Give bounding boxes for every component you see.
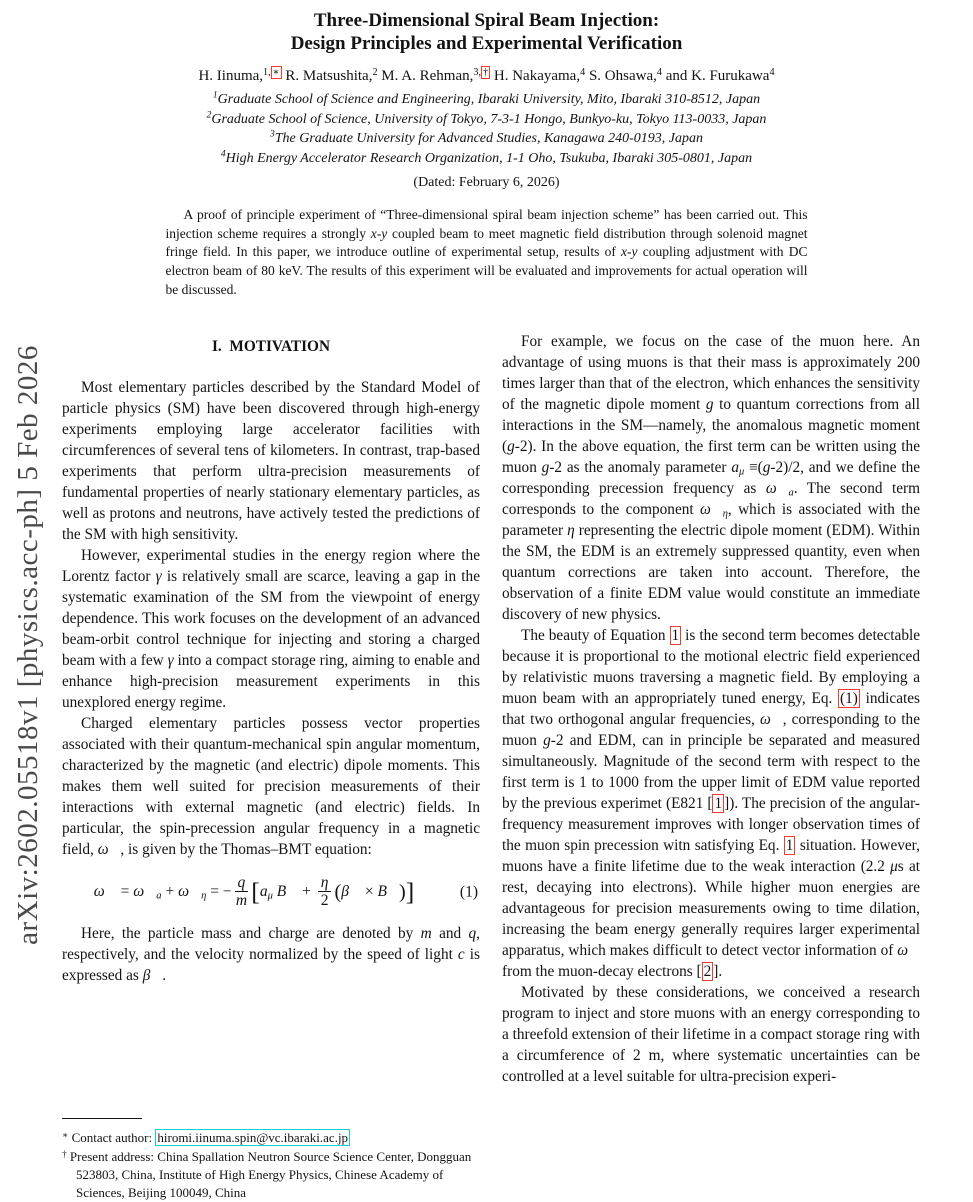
paper-header <box>0 0 973 300</box>
affiliation-2-number: 2 <box>206 109 212 120</box>
text-span: ω⃗ <box>700 500 723 518</box>
paragraph-lorentz-gap: However, experimental studies in the energy region where the Lorentz factor γ is relatively small are scarce, leaving a gap in the systematic examination of the SM from the viewpoint of energy dependence. This work focuses on the development of an advanced beam-orbit control technique for injecting and storing a charged beam with a few γ into a compact storage ring, aiming to enable and enhance high-precision measurement experiments in this unexplored energy regime. <box>62 546 481 711</box>
text-span: a <box>788 486 794 498</box>
paper-title-line2: Design Principles and Experimental Verification <box>290 33 683 54</box>
affiliation-2 <box>0 110 973 130</box>
paragraph-equation-beauty: The beauty of Equation 1 is the second term becomes detectable because it is proportional to the motional electric field experienced by relativistic muons traversing a magnetic field. By employing a muon beam with an appropriately tuned energy, Eq. (1) indicates that two orthogonal angular frequencies, ω⃗, corresponding to the muon g-2 and EDM, can in principle be separated and measured simultaneously. Magnitude of the second term with respect to the first term is 1 to 1000 from the upper limit of EDM value reported by the previous experimet (E821 [ 1 ]). The precision of the angular-frequency measurement improves with longer observation times of the muon spin precession witn satisfying Eq. 1 situation. However, muons have a finite lifetime due to the weak interaction (2.2 μs at rest, decaying into electrons). While higher muon energies are advantageous for precision measurements owing to time dilation, increasing the beam energy generally requires larger experimental apparatus, which makes difficult to detect vector information of ω⃗ from the muon-decay electrons [ 2 ]. <box>502 626 921 980</box>
text-span: μ <box>739 465 745 477</box>
footnotes <box>62 1118 480 1202</box>
affiliation-1 <box>0 90 973 110</box>
text-span: 4 <box>769 66 775 78</box>
fraction-denominator: m <box>235 892 248 910</box>
text-span: ω⃗ <box>93 883 117 901</box>
text-span: x <box>370 225 377 241</box>
ref-link[interactable]: 2 <box>703 962 712 980</box>
date-line: (Dated: February 6, 2026) <box>413 175 560 190</box>
text-span: a <box>156 890 162 902</box>
arxiv-stamp: arXiv:2602.05518v1 [physics.acc-ph] 5 Feb 2026 <box>12 345 44 945</box>
affiliation-3-number: 3 <box>269 129 275 140</box>
text-span: 2 <box>372 66 378 78</box>
paragraph-standard-model: Most elementary particles described by the Standard Model of particle physics (SM) have been discovered through high-energy experiments employing large accelerator facilities with circumferences of several tens of kilometers. In contrast, trap-based experiments that perform ultra-precision measurements of fundamental properties of nearly stationary elementary particles, as well as protons and neutrons, have actively tested the predictions of the SM with high sensitivity. <box>62 378 480 543</box>
text-span: g <box>762 458 771 476</box>
fraction-numerator: η <box>318 874 332 893</box>
section-heading-motivation: I. MOTIVATION <box>211 337 330 355</box>
text-span: 4 <box>580 66 586 78</box>
text-span: a <box>731 458 739 476</box>
affiliation-4-number: 4 <box>220 148 226 159</box>
fraction-eta-over-2 <box>318 874 332 911</box>
paragraph-muon-advantage: For example, we focus on the case of the muon here. An advantage of using muons is that their mass is approximately 200 times larger than that of the electron, which enhances the sensitivity of the magnetic dipole moment g to quantum corrections from all interactions in the SM—namely, the anomalous magnetic moment (g-2). In the above equation, the first term can be written using the muon g-2 as the anomaly parameter $a_\mu \equiv(g-2)/2$, and we define the corresponding precession frequency as $\omega⃗_a$. The second term corresponds to the component $\omega⃗_\eta$, which is associated with the parameter η representing the electric dipole moment (EDM). Within the SM, the EDM is an extremely suppressed quantity, even when quantum corrections are taken into account. Therefore, the observation of a finite EDM value would constitute an immediate discovery of new physics. <box>502 332 921 623</box>
affiliations <box>0 90 973 168</box>
text-span: y <box>381 225 388 241</box>
text-span: β⃗ <box>341 883 361 901</box>
text-span: g <box>543 731 551 749</box>
ref-link[interactable]: (1) <box>840 689 858 707</box>
text-span: g <box>705 395 714 413</box>
text-span: β⃗ <box>142 967 163 985</box>
text-span: a <box>259 883 268 901</box>
affiliation-4-text: High Energy Accelerator Research Organization, 1-1 Oho, Tsukuba, Ibaraki 305-0801, Japan <box>225 150 753 166</box>
footnote-contact-author: ∗ Contact author: hiromi.iinuma.spin@vc.ibaraki.ac.jp <box>62 1130 349 1146</box>
ref-link[interactable]: ∗ <box>272 66 280 78</box>
affiliation-2-text: Graduate School of Science, University of Tokyo, 7-3-1 Hongo, Bunkyo-ku, Tokyo 113-0033, Japan <box>211 111 767 127</box>
affiliation-3 <box>0 129 973 149</box>
text-span: † <box>62 1150 67 1160</box>
fraction-numerator: q <box>235 874 249 893</box>
text-span: B⃗ <box>276 883 299 901</box>
text-span: ω⃗ <box>178 883 202 901</box>
fraction-denominator: 2 <box>320 892 329 910</box>
text-span: 3, <box>473 66 482 78</box>
text-span: μ <box>267 890 273 902</box>
text-span: ] <box>405 877 415 907</box>
ref-link[interactable]: 1 <box>785 836 794 854</box>
ref-link[interactable]: † <box>483 66 489 78</box>
paragraph-mass-charge: Here, the particle mass and charge are denoted by m and q, respectively, and the velocity normalized by the speed of light c is expressed as β⃗. <box>62 925 480 985</box>
affiliation-1-text: Graduate School of Science and Engineering, Ibaraki University, Mito, Ibaraki 310-8512, Japan <box>217 92 761 107</box>
author-line: H. Iinuma,$^{1,}$ ∗ R. Matsushita,$^2$ M. A. Rehman,$^{3,}$ † H. Nakayama,$^4$ S. Ohsawa,$^4$ and K. Furukawa$^4$ <box>198 66 775 84</box>
text-span: g <box>541 458 550 476</box>
text-span: m <box>420 925 432 943</box>
text-span: 1, <box>263 66 271 78</box>
equation-lhs: ω⃗ = $\omega⃗_a$ + $\omega⃗_\eta$ = − <box>93 883 232 902</box>
footnote-rule <box>62 1118 142 1119</box>
ref-link[interactable]: 1 <box>714 794 723 812</box>
text-span: B⃗ <box>377 883 399 901</box>
text-span: q <box>468 925 477 943</box>
affiliation-4 <box>0 149 973 169</box>
text-span: μ <box>890 857 898 875</box>
text-span: g <box>507 437 515 455</box>
text-span: c <box>457 946 465 964</box>
ref-link[interactable]: 1 <box>671 626 680 644</box>
abstract: A proof of principle experiment of “Three-dimensional spiral beam injection scheme” has been carried out. This injection scheme requires a strongly x-y coupled beam to meet magnetic field distribution through solenoid magnet fringe field. In this paper, we introduce outline of experimental setup, results of x-y coupling adjustment with DC electron beam of 80 keV. The results of this experiment will be evaluated and improvements for actual operation will be discussed. <box>165 207 808 297</box>
text-span: ω⃗ <box>133 883 157 901</box>
equation-1 <box>62 874 480 911</box>
affiliation-1-number: 1 <box>212 90 218 101</box>
text-span: η <box>567 521 575 539</box>
text-span: ( <box>334 881 342 904</box>
footnote-present-address: † Present address: China Spallation Neutron Source Science Center, Dongguan 523803, China, Institute of High Energy Physics, Chinese Academy of Sciences, Beijing 100049, China <box>62 1149 472 1200</box>
email-link[interactable]: hiromi.iinuma.spin@vc.ibaraki.ac.jp <box>157 1130 349 1146</box>
equation-number: (1) <box>459 883 478 901</box>
affiliation-3-text: The Graduate University for Advanced Studies, Kanagawa 240-0193, Japan <box>274 131 704 146</box>
left-column <box>62 331 480 1087</box>
text-span: 4 <box>656 66 662 78</box>
text-span: ω⃗ <box>765 479 789 497</box>
text-span: η <box>201 890 207 902</box>
text-span: γ <box>155 567 162 585</box>
paragraph-motivated: Motivated by these considerations, we conceived a research program to inject and store muons with an energy corresponding to a threefold extension of their lifetime in a compact storage ring with a circumference of 2 m, where systematic uncertainties can be controlled at a level suitable for ultra-precision experi- <box>502 983 920 1085</box>
text-span: γ <box>167 651 174 669</box>
paragraph-spin-precession: Charged elementary particles possess vector properties associated with their quantum-mechanical spin angular momentum, characterized by the magnetic (and electric) dipole moments. This makes them well suited for precision measurements of their interactions with external magnetic (and electric) fields. In particular, the spin-precession angular frequency in a magnetic field, ω⃗, is given by the Thomas–BMT equation: <box>62 714 480 858</box>
equation-rhs: (β⃗ × B⃗)] <box>334 877 415 907</box>
text-span: ω⃗ <box>97 840 121 858</box>
text-span: ) <box>399 881 406 904</box>
text-span: ω⃗ <box>759 710 783 728</box>
text-span: η <box>722 507 728 519</box>
text-span: ∗ <box>62 1131 69 1141</box>
fraction-q-over-m <box>235 874 249 911</box>
text-span: y <box>631 244 638 260</box>
text-span: x <box>621 244 628 260</box>
paper-title-line1: Three-Dimensional Spiral Beam Injection: <box>313 10 660 31</box>
equation-middle: [$a_\mu$ B⃗ + <box>251 877 315 907</box>
text-span: ω⃗ <box>897 941 920 959</box>
text-span: [ <box>251 877 260 907</box>
paper-title <box>0 9 973 55</box>
right-column <box>502 331 920 1087</box>
body-columns <box>62 331 920 1087</box>
